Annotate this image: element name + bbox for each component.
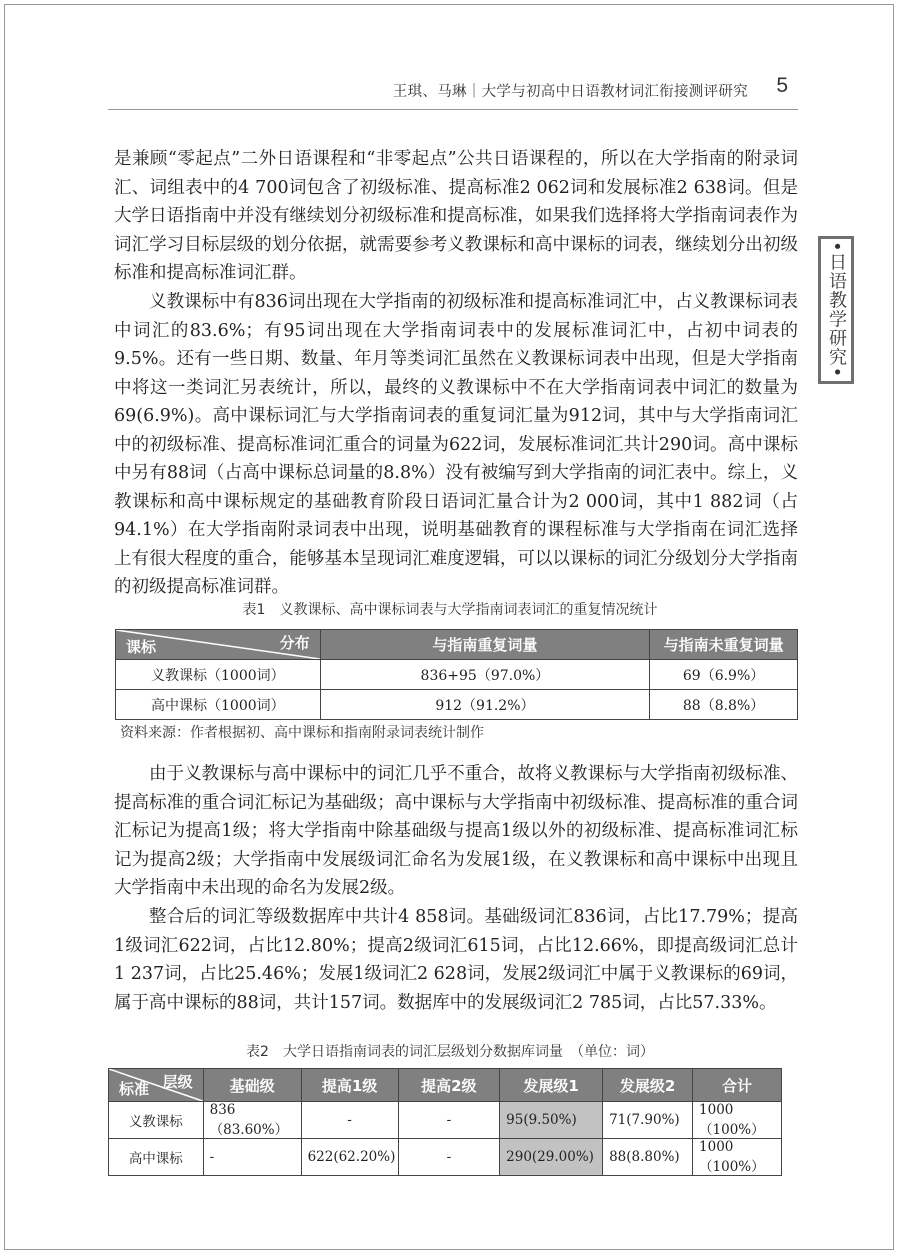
table2-col-header: 发展级1 bbox=[500, 1069, 603, 1102]
table2-row-label: 高中课标 bbox=[109, 1139, 204, 1176]
table-cell: 836+95（97.0%） bbox=[320, 660, 649, 690]
table-cell: 622(62.20%) bbox=[301, 1139, 398, 1176]
side-tab-label: •日语教学研究• bbox=[826, 241, 847, 379]
table1-row-label: 高中课标（1000词） bbox=[116, 690, 321, 720]
table1-header-row bbox=[116, 630, 798, 660]
table1-source-note: 资料来源：作者根据初、高中课标和指南附录词表统计制作 bbox=[120, 725, 484, 741]
paragraph-1: 是兼顾“零起点”二外日语课程和“非零起点”公共日语课程的，所以在大学指南的附录词汇、词组表中的4 700词包含了初级标准、提高标准2 062词和发展标准2 638词。但是大学日语指南中并没有继续划分初级标准和提高标准，如果我们选择将大学指南词表作为词汇学习目标层级的划分依据，就需要参考义教课标和高中课标的词表，继续划分出初级标准和提高标准词汇群。 bbox=[114, 149, 798, 283]
table2-col-header: 提高2级 bbox=[398, 1069, 500, 1102]
table-cell: 1000（100%） bbox=[693, 1139, 782, 1176]
table-cell: - bbox=[398, 1139, 500, 1176]
table-cell: 1000（100%） bbox=[693, 1102, 782, 1139]
page-number: 5 bbox=[776, 74, 788, 97]
table2-corner-top: 层级 bbox=[162, 1073, 193, 1091]
table-cell: - bbox=[398, 1102, 500, 1139]
table-cell: 69（6.9%） bbox=[650, 660, 798, 690]
table-row bbox=[116, 660, 798, 690]
table-row bbox=[109, 1102, 782, 1139]
table-row bbox=[116, 690, 798, 720]
table1 bbox=[115, 629, 798, 720]
header-rule bbox=[108, 109, 798, 110]
table1-corner-cell bbox=[116, 630, 321, 660]
table-cell: 88(8.80%) bbox=[603, 1139, 693, 1176]
table1-col-header: 与指南重复词量 bbox=[320, 630, 649, 660]
table-cell: 88（8.8%） bbox=[650, 690, 798, 720]
running-header bbox=[0, 76, 900, 106]
table1-col-header: 与指南未重复词量 bbox=[650, 630, 798, 660]
table2-col-header: 发展级2 bbox=[603, 1069, 693, 1102]
table2-corner-cell bbox=[109, 1069, 204, 1102]
table-cell: 71(7.90%) bbox=[603, 1102, 693, 1139]
table2-row-label: 义教课标 bbox=[109, 1102, 204, 1139]
table1-caption: 表1 义教课标、高中课标词表与大学指南词表词汇的重复情况统计 bbox=[242, 602, 658, 618]
running-title: 王琪、马琳｜大学与初高中日语教材词汇衔接测评研究 bbox=[392, 84, 748, 100]
table-cell: - bbox=[203, 1139, 301, 1176]
table1-corner-top: 分布 bbox=[279, 634, 310, 652]
paragraph-4: 整合后的词汇等级数据库中共计4 858词。基础级词汇836词，占比17.79%；提高1级词汇622词，占比12.80%；提高2级词汇615词，占比12.66%，即提高级词汇总计1 237词，占比25.46%；发展1级词汇2 628词，发展2级词汇中属于义教课标的69词，属于高中课标的88词，共计157词。数据库中的发展级词汇2 785词，占比57.33%。 bbox=[114, 907, 798, 1013]
table-row bbox=[109, 1139, 782, 1176]
table-cell-highlighted: 95(9.50%) bbox=[500, 1102, 603, 1139]
table-cell-highlighted: 290(29.00%) bbox=[500, 1139, 603, 1176]
table1-corner-bottom: 课标 bbox=[126, 638, 157, 656]
table2-col-header: 基础级 bbox=[203, 1069, 301, 1102]
table-cell: - bbox=[301, 1102, 398, 1139]
table2-caption: 表2 大学日语指南词表的词汇层级划分数据库词量 （单位：词） bbox=[246, 1044, 654, 1060]
table-cell: 836（83.60%） bbox=[203, 1102, 301, 1139]
paragraph-3: 由于义教课标与高中课标中的词汇几乎不重合，故将义教课标与大学指南初级标准、提高标准的重合词汇标记为基础级；高中课标与大学指南中初级标准、提高标准的重合词汇标记为提高1级；将大学指南中除基础级与提高1级以外的初级标准、提高标准词汇标记为提高2级；大学指南中发展级词汇命名为发展1级，在义教课标和高中课标中出现且大学指南中未出现的命名为发展2级。 bbox=[114, 764, 798, 898]
table-cell: 912（91.2%） bbox=[320, 690, 649, 720]
journal-side-tab bbox=[818, 236, 854, 384]
table1-row-label: 义教课标（1000词） bbox=[116, 660, 321, 690]
table2-col-header: 提高1级 bbox=[301, 1069, 398, 1102]
table2-header-row bbox=[109, 1069, 782, 1102]
paragraph-2: 义教课标中有836词出现在大学指南的初级标准和提高标准词汇中，占义教课标词表中词汇的83.6%；有95词出现在大学指南词表中的发展标准词汇中，占初中词表的9.5%。还有一些日期、数量、年月等类词汇虽然在义教课标词表中出现，但是大学指南中将这一类词汇另表统计，所以，最终的义教课标中不在大学指南词表中词汇的数量为69(6.9%)。高中课标词汇与大学指南词表的重复词汇量为912词，其中与大学指南词汇中的初级标准、提高标准词汇重合的词量为622词，发展标准词汇共计290词。高中课标中另有88词（占高中课标总词量的8.8%）没有被编写到大学指南的词汇表中。综上，义教课标和高中课标规定的基础教育阶段日语词汇量合计为2 000词，其中1 882词（占94.1%）在大学指南附录词表中出现，说明基础教育的课程标准与大学指南在词汇选择上有很大程度的重合，能够基本呈现词汇难度逻辑，可以以课标的词汇分级划分大学指南的初级提高标准词群。 bbox=[114, 292, 798, 597]
table2-col-header: 合计 bbox=[693, 1069, 782, 1102]
table2-corner-bottom: 标准 bbox=[119, 1080, 150, 1098]
table2 bbox=[108, 1068, 782, 1176]
